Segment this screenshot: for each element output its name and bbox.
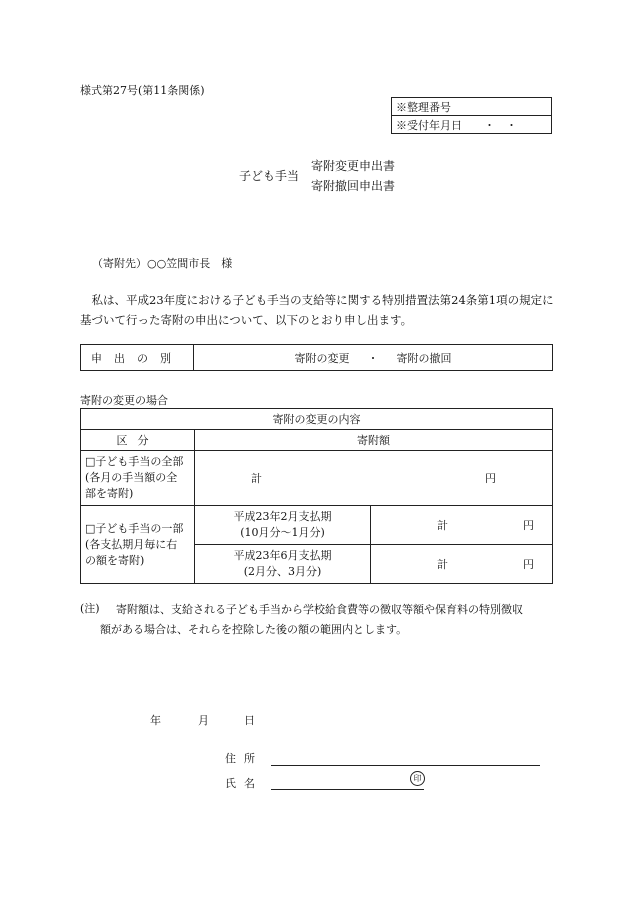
intro-line-1: 私は、平成23年度における子ども手当の支給等に関する特別措置法第24条第1項の規定に xyxy=(80,293,554,307)
amount-feb-kei: 計 xyxy=(437,519,448,532)
office-use-box xyxy=(391,97,552,134)
period-feb xyxy=(195,506,371,545)
request-type-table xyxy=(80,344,553,371)
change-details-table xyxy=(80,408,553,584)
col-amount-header: 寄附額 xyxy=(195,430,553,451)
ref-number-field[interactable]: ※整理番号 xyxy=(392,98,552,116)
form-number: 様式第27号(第11条関係) xyxy=(80,84,205,97)
category-part-line3: の額を寄附) xyxy=(85,553,145,567)
title-change: 寄附変更申出書 xyxy=(311,159,396,173)
category-part-line2: (各支払期月毎に右 xyxy=(85,537,178,551)
category-part xyxy=(81,506,195,584)
request-type-options xyxy=(194,345,553,371)
amount-all-yen: 円 xyxy=(485,472,496,485)
date-year: 年 xyxy=(150,714,161,727)
change-table-title: 寄附の変更の内容 xyxy=(81,409,553,430)
amount-all-kei: 計 xyxy=(251,472,262,485)
note-label: (注) xyxy=(80,602,100,615)
title-withdraw: 寄附撤回申出書 xyxy=(311,179,396,193)
checkbox-all[interactable]: □ xyxy=(85,455,96,468)
amount-jun-kei: 計 xyxy=(437,558,448,571)
addressee: （寄附先）○○笠間市長 様 xyxy=(92,257,233,270)
option-separator: ・ xyxy=(367,351,379,365)
option-change[interactable]: 寄附の変更 xyxy=(294,351,350,365)
category-all-line1: 子ども手当の全部 xyxy=(95,455,184,468)
category-all xyxy=(81,451,195,506)
category-part-line1: 子ども手当の一部 xyxy=(95,521,184,535)
amount-jun-field[interactable] xyxy=(371,545,553,584)
name-label: 氏名 xyxy=(225,777,263,790)
period-jun xyxy=(195,545,371,584)
option-withdraw[interactable]: 寄附の撤回 xyxy=(396,351,452,365)
address-field[interactable] xyxy=(271,765,540,766)
category-all-line2: (各月の手当額の全 xyxy=(85,471,178,484)
date-day: 日 xyxy=(244,714,255,727)
amount-feb-yen: 円 xyxy=(523,519,534,532)
amount-all-field[interactable] xyxy=(195,451,553,506)
name-field[interactable] xyxy=(271,789,424,790)
seal-mark: 印 xyxy=(410,771,425,786)
address-label: 住所 xyxy=(225,752,263,765)
checkbox-part[interactable]: □ xyxy=(85,521,96,535)
change-section-heading: 寄附の変更の場合 xyxy=(80,394,168,407)
period-jun-name: 平成23年6月支払期 xyxy=(233,549,332,562)
period-feb-name: 平成23年2月支払期 xyxy=(233,510,332,523)
date-month: 月 xyxy=(198,714,209,727)
title-prefix: 子ども手当 xyxy=(239,169,300,183)
note-line-2: 額がある場合は、それらを控除した後の額の範囲内とします。 xyxy=(100,623,408,636)
intro-line-2: 基づいて行った寄附の申出について、以下のとおり申し出ます。 xyxy=(80,313,413,327)
period-feb-range: (10月分〜1月分) xyxy=(240,526,325,539)
note-line-1: 寄附額は、支給される子ども手当から学校給食費等の徴収等額や保育料の特別徴収 xyxy=(116,603,523,616)
note-text xyxy=(100,600,556,640)
col-category-header: 区分 xyxy=(81,430,195,451)
intro-paragraph xyxy=(80,290,560,330)
category-all-line3: 部を寄附) xyxy=(85,487,134,500)
period-jun-range: (2月分、3月分) xyxy=(243,565,322,578)
amount-feb-field[interactable] xyxy=(371,506,553,545)
received-date-field[interactable]: ※受付年月日 ・ ・ xyxy=(392,116,552,134)
amount-jun-yen: 円 xyxy=(523,558,534,571)
request-type-label: 申出の別 xyxy=(81,345,194,371)
